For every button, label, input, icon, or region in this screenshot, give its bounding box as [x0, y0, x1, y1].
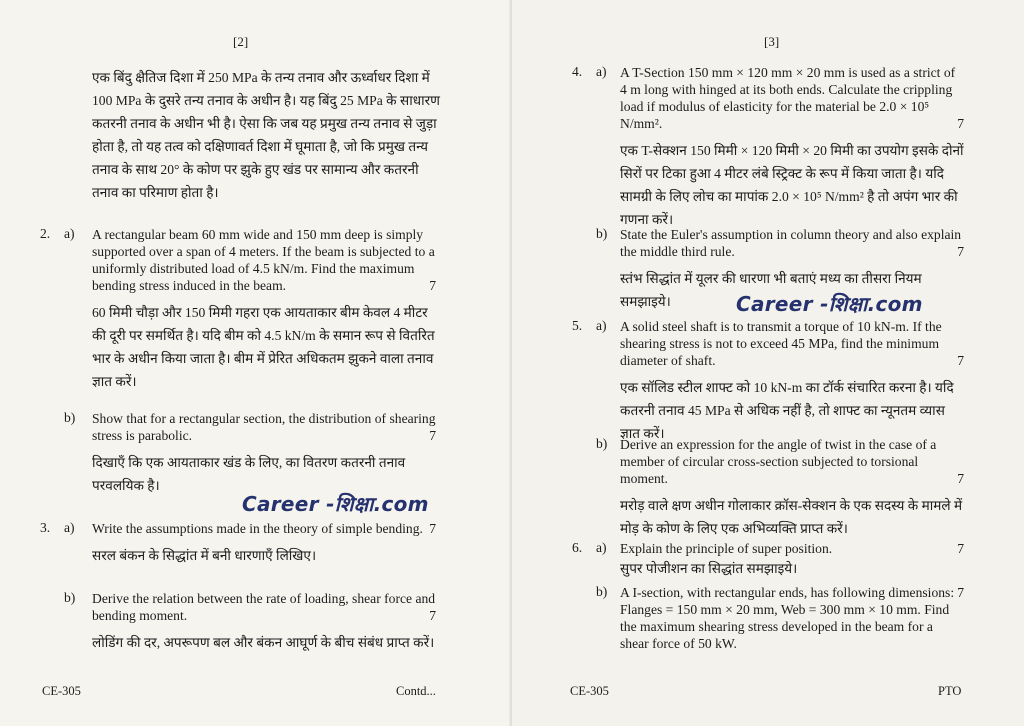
- question-text-en: A T-Section 150 mm × 120 mm × 20 mm is used as a strict of 4 m long with hinged at its both ends. Calculate the crippling load if modulus of elasticity for the material be 2.0 × 10⁵ N/mm².: [620, 65, 956, 131]
- part-label: b): [596, 226, 608, 241]
- question-text-hi: सुपर पोजीशन का सिद्धांत समझाइये।: [620, 561, 798, 576]
- question-number: 4.: [572, 64, 583, 79]
- question-text-en: Derive an expression for the angle of twist in the case of a member of circular cross-section subjected to torsional moment.: [620, 437, 937, 486]
- watermark-logo: Career -शिक्षा.com: [736, 292, 923, 316]
- question-number: 3.: [40, 520, 51, 535]
- marks: 7: [429, 521, 436, 536]
- question-text-en: Derive the relation between the rate of loading, shear force and bending moment.: [92, 591, 436, 623]
- part-label: b): [596, 436, 608, 451]
- footer-contd: Contd...: [396, 684, 436, 698]
- question-text-en: A I-section, with rectangular ends, has following dimensions:: [620, 585, 955, 600]
- watermark-logo: Career -शिक्षा.com: [242, 492, 429, 516]
- question-text-hi: एक T-सेक्शन 150 मिमी × 120 मिमी × 20 मिमी का उपयोग इसके दोनों सिरों पर टिका हुआ 4 मीटर लंबे स्ट्रिक्ट के रूप में किया जाता है। यदि सामग्री के लिए लोच का मापांक 2.0 × 10⁵ N/mm² है तो अपंग भार की गणना करें।: [620, 143, 964, 227]
- question-number: 2.: [40, 226, 51, 241]
- part-label: a): [64, 226, 75, 241]
- part-label: a): [596, 318, 607, 333]
- question-6b: [620, 584, 964, 652]
- question-5a: [620, 318, 964, 445]
- question-text-hi: सरल बंकन के सिद्धांत में बनी धारणाएँ लिखिए।: [92, 548, 317, 563]
- marks: 7: [957, 471, 964, 486]
- marks: 7: [429, 428, 436, 443]
- question-3a: [92, 520, 436, 567]
- marks: 7: [957, 353, 964, 368]
- marks: 7: [957, 116, 964, 131]
- question-text-hi: मरोड़ वाले क्षण अधीन गोलाकार क्रॉस-सेक्शन के एक सदस्य के मामले में मोड़ के कोण के लिए एक अभिव्यक्ति प्राप्त करें।: [620, 498, 963, 536]
- marks: 7: [429, 608, 436, 623]
- page-number: [3]: [764, 34, 780, 49]
- question-text-hi: एक सॉलिड स्टील शाफ्ट को 10 kN-m का टॉर्क संचारित करना है। यदि कतरनी तनाव 45 MPa से अधिक नहीं है, तो शाफ्ट का न्यूनतम व्यास ज्ञात करें।: [620, 380, 954, 441]
- question-text-hi: दिखाएँ कि एक आयताकार खंड के लिए, का वितरण कतरनी तनाव परवलयिक है।: [92, 455, 406, 493]
- marks: 7: [957, 541, 964, 556]
- part-label: a): [596, 540, 607, 555]
- question-2a: [92, 226, 436, 393]
- question-number: 5.: [572, 318, 583, 333]
- part-label: b): [64, 410, 76, 425]
- part-label: b): [596, 584, 608, 599]
- part-label: a): [596, 64, 607, 79]
- part-label: a): [64, 520, 75, 535]
- question-text-en: A solid steel shaft is to transmit a torque of 10 kN-m. If the shearing stress is not to exceed 45 MPa, find the minimum diameter of shaft.: [620, 319, 942, 368]
- question-text-en: Explain the principle of super position.: [620, 541, 833, 556]
- right-page: [512, 0, 1024, 726]
- footer-pto: PTO: [938, 684, 962, 698]
- intro-hindi-text: एक बिंदु क्षैतिज दिशा में 250 MPa के तन्य तनाव और ऊर्ध्वाधर दिशा में 100 MPa के दुसरे तन्य तनाव के अधीन है। यह बिंदु 25 MPa के साधारण कतरनी तनाव के अधीन भी है। ऐसा कि जब यह प्रमुख तन्य तनाव से जुड़ा होता है, तो यह तत्व को दक्षिणावर्त दिशा में घूमाता है, जो कि प्रमुख तन्य तनाव के साथ 20° के कोण पर झुके हुए खंड पर सामान्य और कतरनी तनाव का परिमाण होता है।: [92, 70, 440, 200]
- question-text-hi: 60 मिमी चौड़ा और 150 मिमी गहरा एक आयताकार बीम केवल 4 मीटर की दूरी पर समर्थित है। यदि बीम को 4.5 kN/m के समान रूप से वितरित भार के अधीन किया जाता है। बीम में प्रेरित अधिकतम झुकने वाला तनाव ज्ञात करें।: [92, 305, 435, 389]
- question-2b: [92, 410, 436, 497]
- question-text-hi: लोडिंग की दर, अपरूपण बल और बंकन आघूर्ण के बीच संबंध प्राप्त करें।: [92, 635, 435, 650]
- part-label: b): [64, 590, 76, 605]
- question-3b: [92, 590, 436, 654]
- marks: 7: [957, 585, 964, 600]
- footer-code: CE-305: [42, 684, 81, 698]
- question-6a: [620, 540, 964, 580]
- question-text-en: State the Euler's assumption in column theory and also explain the middle third rule.: [620, 227, 962, 259]
- marks: 7: [957, 244, 964, 259]
- question-text-en: Show that for a rectangular section, the distribution of shearing stress is parabolic.: [92, 411, 436, 443]
- question-number: 6.: [572, 540, 583, 555]
- question-text-hi: स्तंभ सिद्धांत में यूलर की धारणा भी बताएं मध्य का तीसरा नियम समझाइये।: [620, 271, 922, 309]
- marks: 7: [429, 278, 436, 293]
- question-5b: [620, 436, 964, 540]
- question-text-en-2: Flanges = 150 mm × 20 mm, Web = 300 mm × 10 mm. Find the maximum shearing stress developed in the beam for a shear force of 50 kW.: [620, 602, 950, 651]
- footer-code: CE-305: [570, 684, 609, 698]
- page-number: [2]: [233, 34, 249, 49]
- question-text-en: Write the assumptions made in the theory of simple bending.: [92, 521, 423, 536]
- question-4a: [620, 64, 964, 231]
- question-text-en: A rectangular beam 60 mm wide and 150 mm deep is simply supported over a span of 4 meters. If the beam is subjected to a uniformly distributed load of 4.5 kN/m. Find the maximum bending stress induced in the beam.: [92, 227, 435, 293]
